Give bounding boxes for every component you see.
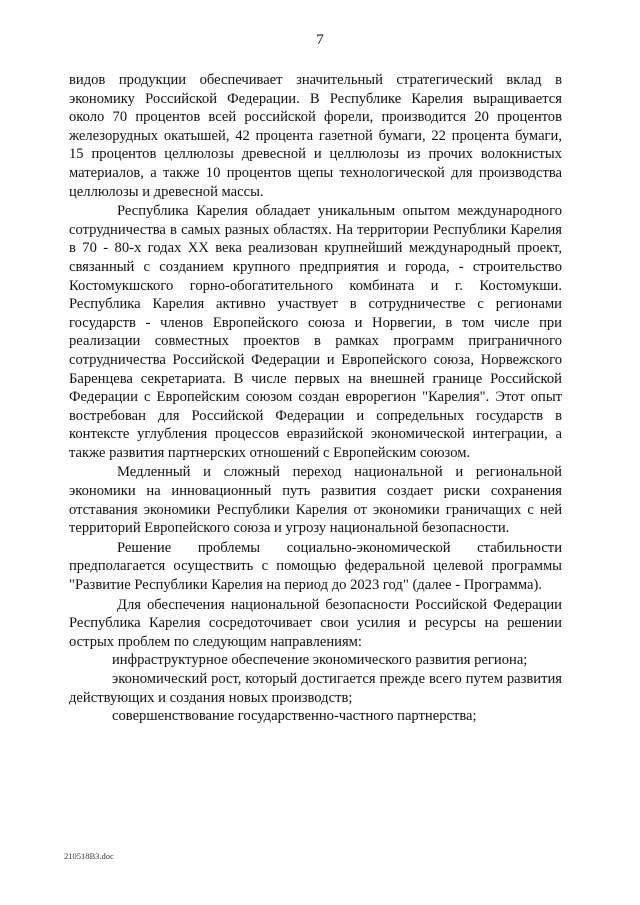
list-item-infrastructure: инфраструктурное обеспечение экономического развития региона;: [112, 652, 528, 669]
paragraph-production-share: видов продукции обеспечивает значительный стратегический вклад в экономику Российской Федерации. В Республике Карелия выращивается около 70 процентов всей российской форели, производится 20 процентов железорудных окатышей, 42 процента газетной бумаги, 22 процента бумаги, 15 процентов целлюлозы древесной и целлюлозы из прочих волокнистых материалов, а также 10 процентов щепы технологической для производства целлюлозы и древесной массы.: [69, 72, 562, 200]
paragraph-federal-program: Решение проблемы социально-экономической стабильности предполагается осуществить с помощью федеральной целевой программы "Развитие Республики Карелия на период до 2023 год" (далее - Программа).: [69, 539, 562, 594]
page-number: 7: [316, 32, 324, 48]
list-item-economic-growth: экономический рост, который достигается прежде всего путем развития действующих и создания новых производств;: [69, 671, 562, 706]
document-body: [69, 71, 562, 726]
paragraph-innovation-risks: Медленный и сложный переход национальной и региональной экономики на инновационный путь развития создает риски сохранения отставания экономики Республики Карелия от экономики граничащих с ней территорий Европейского союза и угрозу национальной безопасности.: [69, 464, 562, 537]
file-name-footer: 210518В3.doc: [64, 851, 114, 861]
paragraph-security-directions: Для обеспечения национальной безопасности Российской Федерации Республика Карелия сосредоточивает свои усилия и ресурсы на решении острых проблем по следующим направлениям:: [69, 596, 562, 650]
list-item-public-private-partnership: совершенствование государственно-частного партнерства;: [112, 708, 477, 725]
paragraph-international-cooperation: Республика Карелия обладает уникальным опытом международного сотрудничества в самых разных областях. На территории Республики Карелия в 70 - 80-х годах XX века реализован крупнейший международный проект, связанный с созданием крупного предприятия и города, - строительство Костомукшского горно-обогатительного комбината и г. Костомукши. Республика Карелия активно участвует в сотрудничестве с регионами государств - членов Европейского союза и Норвегии, в том числе при реализации совместных проектов в рамках программ приграничного сотрудничества Российской Федерации и Европейского союза, Норвежского Баренцева секретариата. В числе первых на внешней границе Российской Федерации с Европейским союзом создан еврорегион "Карелия". Этот опыт востребован для Российской Федерации и сопредельных государств в контексте углубления процессов евразийской экономической интеграции, а также развития партнерских отношений с Европейским союзом.: [69, 203, 562, 461]
